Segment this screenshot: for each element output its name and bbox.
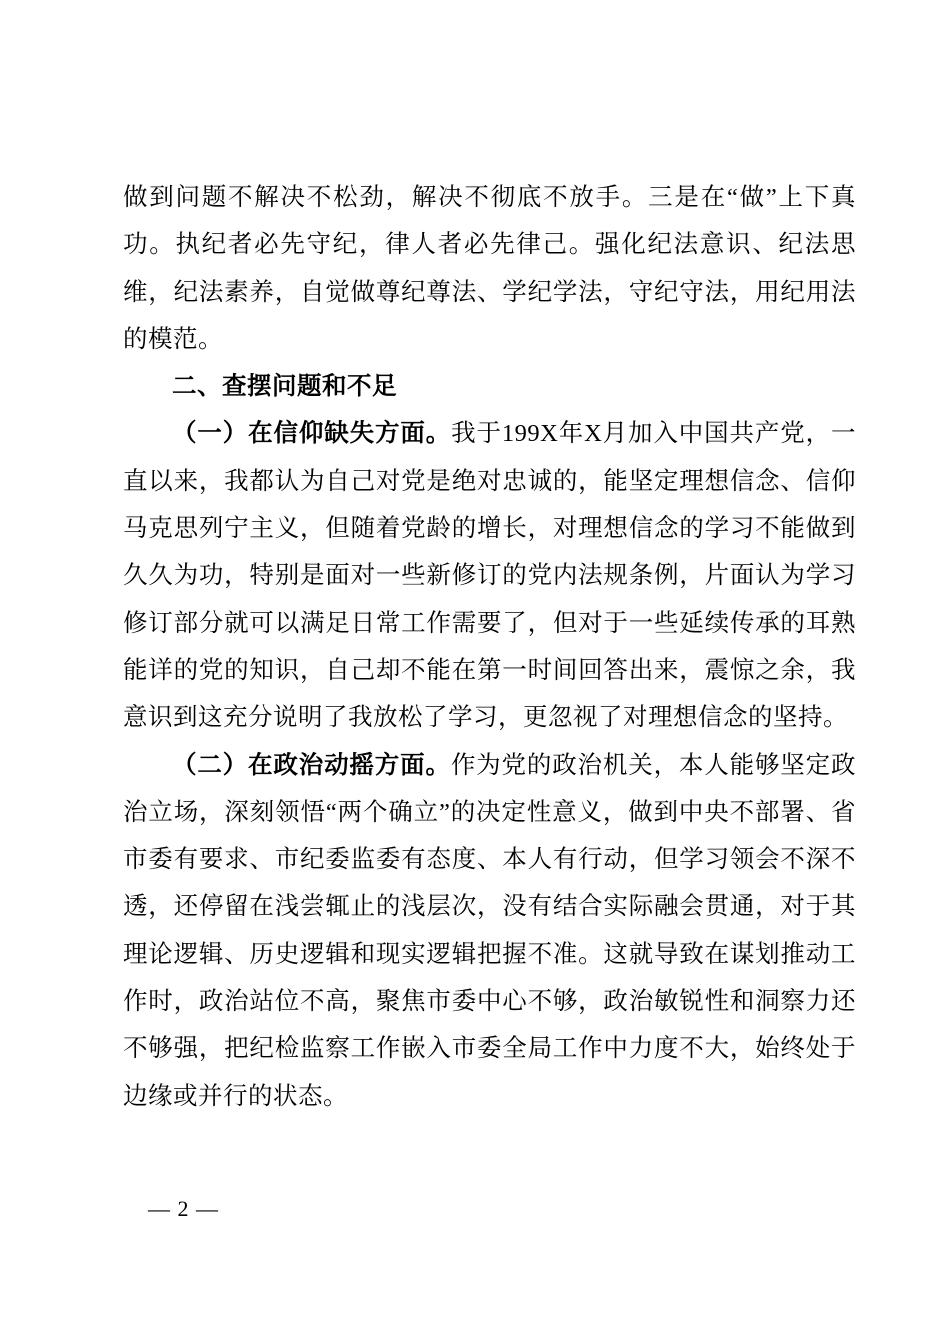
document-body: [123, 174, 856, 1120]
page-number: — 2 —: [148, 1196, 219, 1221]
paragraph-body-text: 我于199X年X月加入中国共产党，一直以来，我都认为自己对党是绝对忠诚的，能坚定理想信念、信仰马克思列宁主义，但随着党龄的增长，对理想信念的学习不能做到久久为功，特别是面对一些新修订的党内法规条例，片面认为学习修订部分就可以满足日常工作需要了，但对于一些延续传承的耳熟能详的党的知识，自己却不能在第一时间回答出来，震惊之余，我意识到这充分说明了我放松了学习，更忽视了对理想信念的坚持。: [123, 420, 857, 732]
paragraph-body-text: 作为党的政治机关，本人能够坚定政治立场，深刻领悟“两个确立”的决定性意义，做到中央不部署、省市委有要求、市纪委监委有态度、本人有行动，但学习领会不深不透，还停留在浅尝辄止的浅层次，没有结合实际融会贯通，对于其理论逻辑、历史逻辑和现实逻辑把握不准。这就导致在谋划推动工作时，政治站位不高，聚焦市委中心不够，政治敏锐性和洞察力还不够强，把纪检监察工作嵌入市委全局工作中力度不大，始终处于边缘或并行的状态。: [123, 751, 857, 1110]
section-heading: 二、查摆问题和不足: [172, 373, 397, 401]
paragraph-lead: （二）在政治动摇方面。: [172, 751, 451, 779]
paragraph-continuation: 做到问题不解决不松劲，解决不彻底不放手。三是在“做”上下真功。执纪者必先守纪，律人者必先律己。强化纪法意识、纪法思维，纪法素养，自觉做尊纪尊法、学纪学法，守纪守法，用纪用法的模范。: [123, 184, 856, 353]
paragraph-belief-deficit: [123, 410, 856, 741]
paragraph-political-wavering: [123, 742, 856, 1120]
paragraph-lead: （一）在信仰缺失方面。: [172, 420, 452, 448]
